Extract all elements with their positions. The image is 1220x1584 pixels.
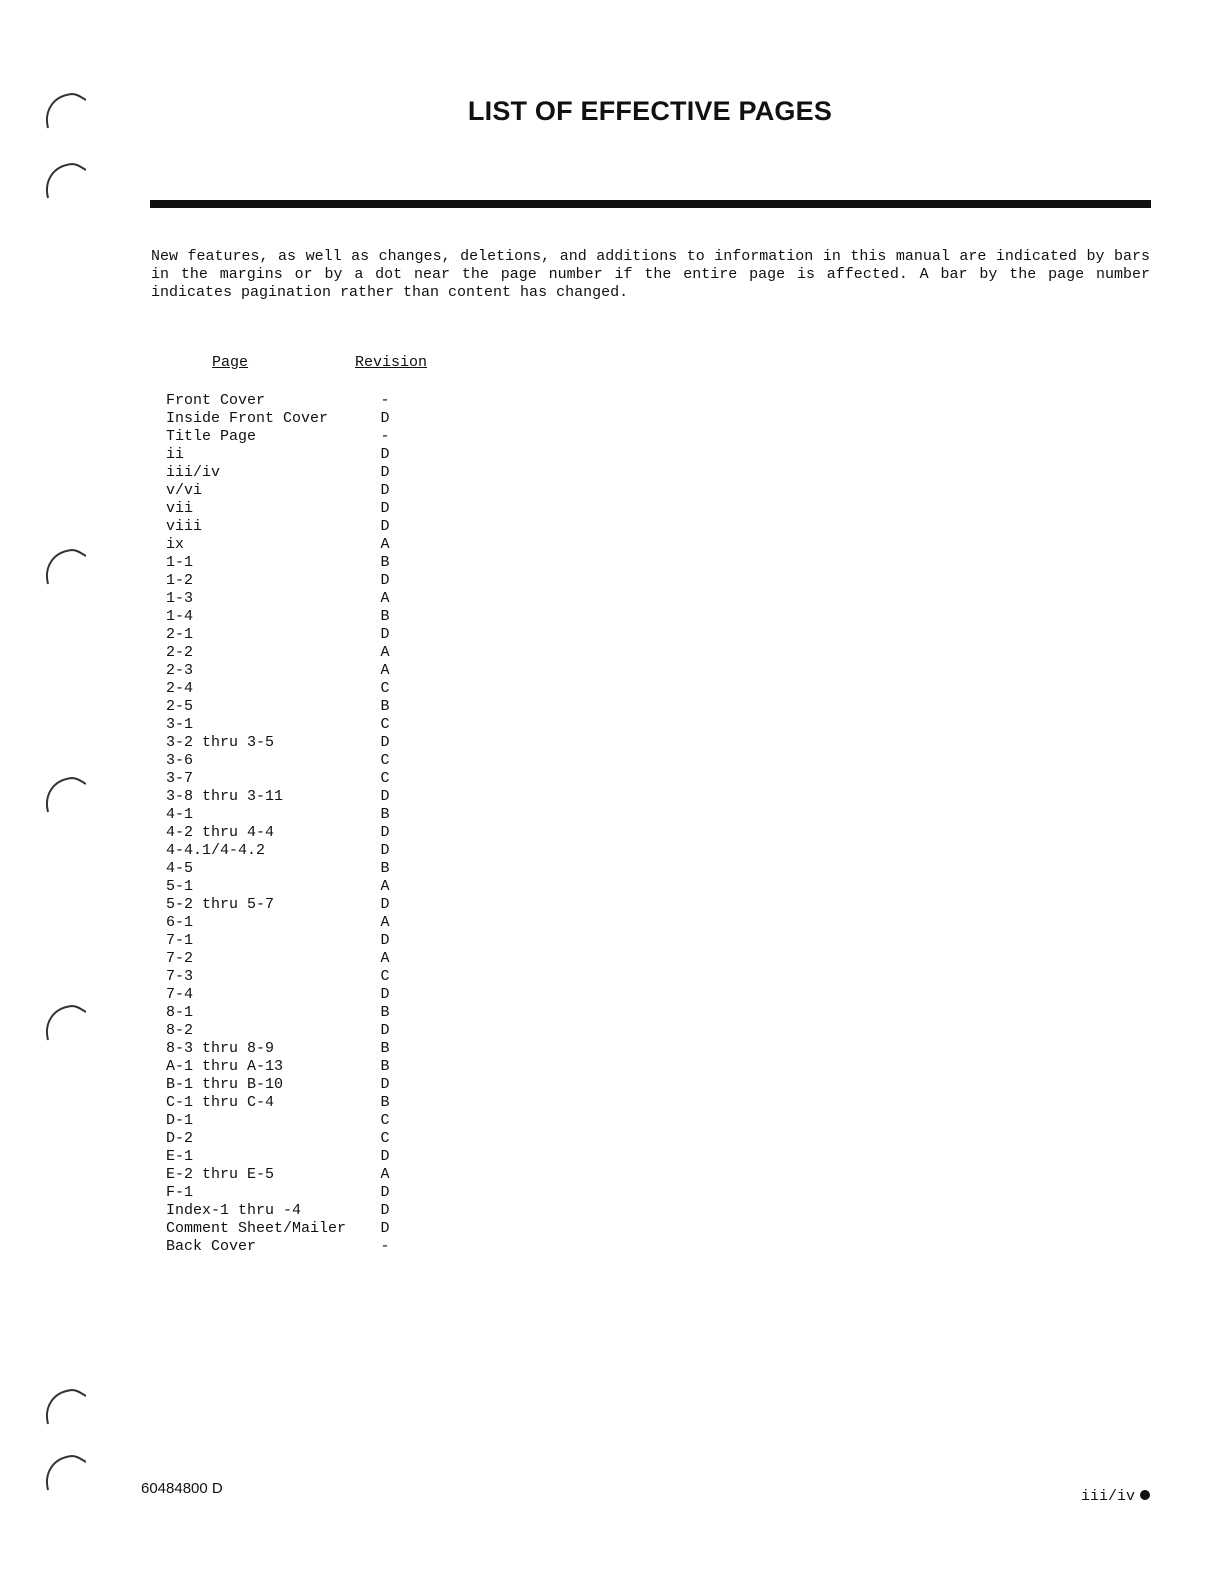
page-cell: 2-4	[166, 680, 194, 697]
revision-cell: B	[380, 1094, 390, 1111]
revision-cell: D	[380, 1022, 390, 1039]
table-row	[160, 1220, 420, 1238]
page-cell: D-1	[166, 1112, 194, 1129]
revision-cell: D	[380, 1076, 390, 1093]
revision-cell: B	[380, 1040, 390, 1057]
page-cell: 7-2	[166, 950, 194, 967]
revision-cell: B	[380, 1058, 390, 1075]
table-row	[160, 734, 420, 752]
revision-cell: -	[380, 392, 390, 409]
document-number: 60484800 D	[141, 1480, 223, 1497]
page-cell: 4-4.1/4-4.2	[166, 842, 266, 859]
binder-punch-mark	[42, 772, 86, 816]
revision-column-header: Revision	[355, 354, 428, 371]
page-cell: 8-2	[166, 1022, 194, 1039]
table-row	[160, 1022, 420, 1040]
binder-punch-mark	[42, 544, 86, 588]
page-cell: ii	[166, 446, 185, 463]
table-row	[160, 752, 420, 770]
revision-cell: A	[380, 590, 390, 607]
table-row	[160, 410, 420, 428]
page-cell: 8-3 thru 8-9	[166, 1040, 275, 1057]
table-row	[160, 1076, 420, 1094]
revision-cell: B	[380, 806, 390, 823]
page-number	[1081, 1488, 1150, 1505]
revision-cell: D	[380, 572, 390, 589]
table-row	[160, 716, 420, 734]
page-cell: 4-2 thru 4-4	[166, 824, 275, 841]
revision-cell: A	[380, 950, 390, 967]
effective-pages-list	[160, 392, 420, 1256]
table-row	[160, 446, 420, 464]
table-row	[160, 1130, 420, 1148]
revision-cell: A	[380, 878, 390, 895]
page-cell: 6-1	[166, 914, 194, 931]
page-cell: B-1 thru B-10	[166, 1076, 284, 1093]
page-cell: 3-1	[166, 716, 194, 733]
revision-cell: D	[380, 842, 390, 859]
table-row	[160, 536, 420, 554]
table-row	[160, 590, 420, 608]
page-cell: 4-5	[166, 860, 194, 877]
table-row	[160, 1112, 420, 1130]
table-row	[160, 968, 420, 986]
revision-cell: -	[380, 428, 390, 445]
binder-punch-mark	[42, 1450, 86, 1494]
table-row	[160, 482, 420, 500]
page-cell: Index-1 thru -4	[166, 1202, 302, 1219]
revision-cell: A	[380, 644, 390, 661]
table-row	[160, 518, 420, 536]
page-cell: Inside Front Cover	[166, 410, 329, 427]
table-row	[160, 1040, 420, 1058]
page-cell: 3-2 thru 3-5	[166, 734, 275, 751]
revision-cell: B	[380, 860, 390, 877]
table-row	[160, 896, 420, 914]
page-cell: 3-8 thru 3-11	[166, 788, 284, 805]
table-row	[160, 824, 420, 842]
page-cell: 1-2	[166, 572, 194, 589]
table-row	[160, 464, 420, 482]
page-cell: vii	[166, 500, 194, 517]
table-row	[160, 392, 420, 410]
revision-cell: D	[380, 500, 390, 517]
table-row	[160, 1184, 420, 1202]
page-cell: Comment Sheet/Mailer	[166, 1220, 347, 1237]
page-cell: Back Cover	[166, 1238, 257, 1255]
table-row	[160, 878, 420, 896]
table-row	[160, 680, 420, 698]
page-number-text: iii/iv	[1080, 1488, 1135, 1505]
revision-cell: D	[380, 1202, 390, 1219]
table-row	[160, 698, 420, 716]
revision-cell: C	[380, 716, 390, 733]
table-row	[160, 554, 420, 572]
page-cell: Title Page	[166, 428, 257, 445]
revision-cell: C	[380, 1130, 390, 1147]
binder-punch-mark	[42, 88, 86, 132]
revision-cell: C	[380, 1112, 390, 1129]
table-row	[160, 770, 420, 788]
revision-cell: C	[380, 680, 390, 697]
revision-cell: B	[380, 698, 390, 715]
revision-cell: D	[380, 1184, 390, 1201]
revision-cell: A	[380, 536, 390, 553]
table-row	[160, 662, 420, 680]
revision-cell: D	[380, 788, 390, 805]
revision-cell: B	[380, 554, 390, 571]
revision-cell: A	[380, 662, 390, 679]
page-cell: E-2 thru E-5	[166, 1166, 275, 1183]
page-cell: 2-1	[166, 626, 194, 643]
revision-cell: D	[380, 896, 390, 913]
table-row	[160, 860, 420, 878]
revision-cell: B	[380, 608, 390, 625]
table-row	[160, 644, 420, 662]
revision-cell: D	[380, 518, 390, 535]
revision-cell: D	[380, 1220, 390, 1237]
page-cell: 1-1	[166, 554, 194, 571]
revision-cell: D	[380, 464, 390, 481]
page-cell: 3-7	[166, 770, 194, 787]
revision-cell: D	[380, 824, 390, 841]
table-row	[160, 626, 420, 644]
revision-cell: A	[380, 1166, 390, 1183]
binder-punch-mark	[42, 1000, 86, 1044]
revision-cell: D	[380, 932, 390, 949]
revision-cell: D	[380, 986, 390, 1003]
page-cell: F-1	[166, 1184, 194, 1201]
page-cell: 7-4	[166, 986, 194, 1003]
title-rule	[150, 200, 1151, 208]
table-row	[160, 950, 420, 968]
page-cell: 3-6	[166, 752, 194, 769]
page-title: LIST OF EFFECTIVE PAGES	[467, 96, 833, 126]
revision-cell: D	[380, 446, 390, 463]
page-cell: v/vi	[166, 482, 203, 499]
table-row	[160, 914, 420, 932]
revision-cell: C	[380, 752, 390, 769]
table-row	[160, 1166, 420, 1184]
revision-cell: C	[380, 968, 390, 985]
page-cell: 4-1	[166, 806, 194, 823]
table-row	[160, 1148, 420, 1166]
page-cell: 1-4	[166, 608, 194, 625]
table-row	[160, 788, 420, 806]
page-cell: 2-2	[166, 644, 194, 661]
page-cell: 7-1	[166, 932, 194, 949]
table-row	[160, 572, 420, 590]
page-cell: 8-1	[166, 1004, 194, 1021]
table-row	[160, 428, 420, 446]
binder-punch-mark	[42, 1384, 86, 1428]
changed-page-dot-icon	[1140, 1490, 1150, 1500]
table-row	[160, 986, 420, 1004]
table-row	[160, 608, 420, 626]
table-row	[160, 500, 420, 518]
revision-cell: C	[380, 770, 390, 787]
page-cell: ix	[166, 536, 185, 553]
page-cell: 7-3	[166, 968, 194, 985]
table-row	[160, 1238, 420, 1256]
table-row	[160, 1058, 420, 1076]
table-row	[160, 842, 420, 860]
revision-cell: D	[380, 410, 390, 427]
table-row	[160, 1004, 420, 1022]
page-cell: E-1	[166, 1148, 194, 1165]
intro-paragraph: New features, as well as changes, deletions, and additions to information in this manual are indicated by bars in the margins or by a dot near the page number if the entire page is affected. A bar by the page number indicates pagination rather than content has changed.	[151, 248, 1150, 301]
page-cell: D-2	[166, 1130, 194, 1147]
revision-cell: D	[380, 734, 390, 751]
page-cell: C-1 thru C-4	[166, 1094, 275, 1111]
revision-cell: D	[380, 482, 390, 499]
revision-cell: -	[380, 1238, 390, 1255]
page-cell: 1-3	[166, 590, 194, 607]
table-row	[160, 932, 420, 950]
table-row	[160, 1094, 420, 1112]
revision-cell: B	[380, 1004, 390, 1021]
page-cell: iii/iv	[166, 464, 221, 481]
table-row	[160, 806, 420, 824]
table-row	[160, 1202, 420, 1220]
page-cell: 2-3	[166, 662, 194, 679]
page-cell: 2-5	[166, 698, 194, 715]
page-cell: viii	[166, 518, 203, 535]
page-cell: 5-2 thru 5-7	[166, 896, 275, 913]
page-cell: A-1 thru A-13	[166, 1058, 284, 1075]
revision-cell: A	[380, 914, 390, 931]
page-cell: 5-1	[166, 878, 194, 895]
revision-cell: D	[380, 626, 390, 643]
page-column-header: Page	[212, 354, 249, 371]
revision-cell: D	[380, 1148, 390, 1165]
page-cell: Front Cover	[166, 392, 266, 409]
binder-punch-mark	[42, 158, 86, 202]
